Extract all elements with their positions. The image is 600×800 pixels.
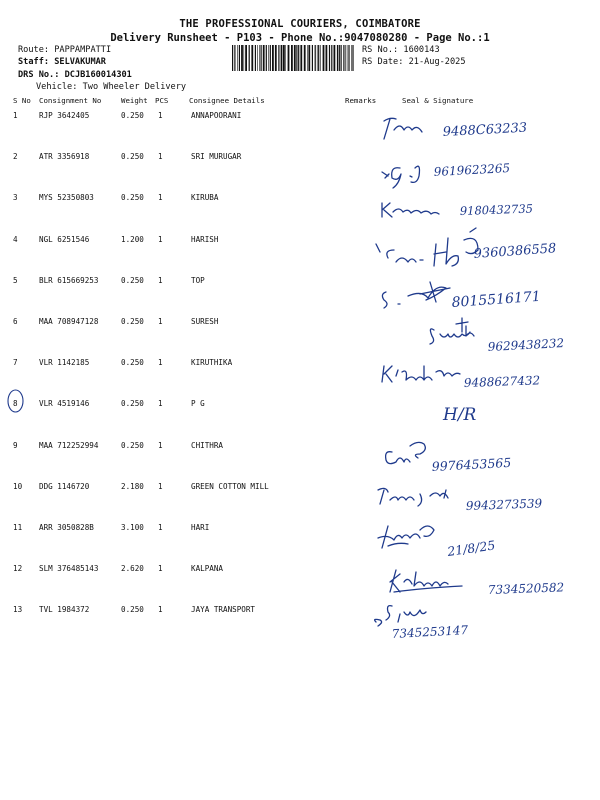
cell-consignment: RJP 3642405 — [39, 111, 90, 120]
cell-consignment: VLR 1142185 — [39, 358, 90, 368]
col-consignee: Consignee Details — [189, 96, 265, 105]
cell-sno: 7 — [13, 358, 18, 368]
rs-date-value: 21-Aug-2025 — [408, 57, 466, 67]
barcode-image — [232, 45, 354, 71]
signature-row-1 — [384, 118, 422, 139]
staff-line — [18, 57, 106, 67]
cell-consignee: TOP — [191, 275, 205, 285]
cell-weight: 0.250 — [121, 317, 144, 326]
handwritten-phone-13: 7345253147 — [391, 623, 469, 641]
signature-row-6 — [430, 318, 474, 344]
handwritten-phone-2: 9619623265 — [433, 161, 511, 179]
cell-weight: 0.250 — [121, 605, 144, 615]
cell-consignee: SURESH — [191, 317, 219, 326]
cell-consignee: KIRUTHIKA — [191, 358, 233, 368]
cell-consignee: HARI — [191, 523, 210, 532]
staff-value: SELVAKUMAR — [54, 57, 106, 67]
cell-pcs: 1 — [158, 605, 163, 615]
signature-row-10 — [378, 488, 448, 506]
cell-consignment: NGL 6251546 — [39, 234, 90, 244]
cell-pcs: 1 — [158, 399, 163, 409]
cell-consignee: P G — [191, 399, 205, 409]
col-remarks: Remarks — [345, 96, 377, 105]
handwritten-phone-10: 9943273539 — [465, 496, 543, 513]
cell-consignee: CHITHRA — [191, 440, 224, 450]
signature-row-12 — [390, 570, 462, 592]
vehicle-value: Two Wheeler Delivery — [82, 82, 187, 92]
cell-weight: 2.620 — [121, 564, 144, 574]
cell-consignment: ATR 3356918 — [39, 152, 90, 162]
vehicle-label: Vehicle: — [36, 82, 78, 92]
cell-pcs: 1 — [158, 111, 163, 120]
cell-consignee: HARISH — [191, 234, 219, 244]
cell-consignment: MAA 712252994 — [39, 440, 99, 450]
cell-sno: 2 — [13, 152, 18, 162]
cell-weight: 3.100 — [121, 523, 144, 532]
cell-pcs: 1 — [158, 440, 163, 450]
cell-consignment: MYS 52350803 — [39, 193, 94, 203]
cell-consignee: ANNAPOORANI — [191, 111, 242, 120]
handwritten-remark-8: H/R — [443, 405, 477, 425]
rs-no-value: 1600143 — [403, 45, 440, 55]
handwritten-date-11: 21/8/25 — [446, 537, 497, 559]
col-weight: Weight — [121, 96, 148, 105]
cell-sno: 1 — [13, 111, 18, 120]
cell-sno: 10 — [13, 481, 23, 491]
cell-weight: 0.250 — [121, 275, 144, 285]
cell-consignment: VLR 4519146 — [39, 399, 90, 409]
cell-sno: 8 — [13, 399, 18, 409]
cell-consignment: BLR 615669253 — [39, 275, 99, 285]
rs-date-label: RS Date: — [362, 57, 404, 67]
cell-weight: 2.180 — [121, 481, 144, 491]
cell-sno: 4 — [13, 234, 18, 244]
signature-row-3 — [382, 203, 439, 217]
rs-date-line — [362, 57, 466, 67]
col-consignment: Consignment No — [39, 96, 102, 105]
signature-row-4 — [376, 228, 478, 266]
handwritten-phone-7: 9488627432 — [463, 373, 541, 390]
cell-weight: 0.250 — [121, 152, 144, 162]
signature-row-2 — [382, 166, 420, 188]
cell-consignee: JAYA TRANSPORT — [191, 605, 256, 615]
route-line — [18, 45, 111, 55]
cell-consignment: TVL 1984372 — [39, 605, 90, 615]
handwritten-phone-5: 8015516171 — [451, 288, 542, 311]
handwritten-phone-3: 9180432735 — [459, 201, 534, 218]
rs-no-line — [362, 45, 440, 55]
cell-pcs: 1 — [158, 152, 163, 162]
signature-row-7 — [382, 366, 460, 382]
cell-weight: 0.250 — [121, 358, 144, 368]
cell-pcs: 1 — [158, 358, 163, 368]
route-value: PAPPAMPATTI — [54, 45, 112, 55]
drs-label: DRS No.: — [18, 70, 60, 80]
cell-pcs: 1 — [158, 481, 163, 491]
cell-consignee: SRI MURUGAR — [191, 152, 242, 162]
cell-sno: 11 — [13, 523, 23, 532]
drs-line — [18, 70, 132, 80]
cell-weight: 1.200 — [121, 234, 144, 244]
col-pcs: PCS — [155, 96, 169, 105]
route-label: Route: — [18, 45, 50, 55]
cell-weight: 0.250 — [121, 193, 144, 203]
cell-consignee: KALPANA — [191, 564, 224, 574]
cell-weight: 0.250 — [121, 111, 144, 120]
cell-consignment: DDG 1146720 — [39, 481, 90, 491]
signature-row-9 — [386, 442, 426, 463]
cell-sno: 3 — [13, 193, 18, 203]
handwritten-phone-6: 9629438232 — [487, 336, 565, 354]
company-title: THE PROFESSIONAL COURIERS, COIMBATORE — [179, 18, 421, 30]
cell-consignment: ARR 3050828B — [39, 523, 94, 532]
runsheet-subtitle: Delivery Runsheet - P103 - Phone No.:9047080280 - Page No.:1 — [110, 32, 490, 44]
cell-pcs: 1 — [158, 193, 163, 203]
col-seal: Seal & Signature — [402, 96, 474, 105]
signature-row-13 — [375, 606, 426, 626]
cell-pcs: 1 — [158, 275, 163, 285]
cell-sno: 12 — [13, 564, 23, 574]
cell-weight: 0.250 — [121, 440, 144, 450]
cell-weight: 0.250 — [121, 399, 144, 409]
cell-consignee: GREEN COTTON MILL — [191, 481, 269, 491]
cell-sno: 9 — [13, 440, 18, 450]
vehicle-line — [36, 82, 186, 92]
cell-sno: 13 — [13, 605, 23, 615]
handwritten-phone-4: 9360386558 — [473, 241, 557, 262]
cell-pcs: 1 — [158, 523, 163, 532]
cell-sno: 5 — [13, 275, 18, 285]
cell-sno: 6 — [13, 317, 18, 326]
cell-consignment: SLM 376485143 — [39, 564, 99, 574]
drs-value: DCJB160014301 — [64, 70, 132, 80]
rs-no-label: RS No.: — [362, 45, 399, 55]
cell-pcs: 1 — [158, 234, 163, 244]
staff-label: Staff: — [18, 57, 50, 67]
signature-row-5 — [382, 282, 450, 308]
cell-consignee: KIRUBA — [191, 193, 219, 203]
cell-pcs: 1 — [158, 564, 163, 574]
cell-consignment: MAA 708947128 — [39, 317, 99, 326]
col-sno: S No — [13, 96, 31, 105]
handwritten-phone-9: 9976453565 — [431, 454, 512, 474]
handwritten-phone-12: 7334520582 — [487, 580, 565, 597]
signature-row-11 — [378, 526, 434, 548]
cell-pcs: 1 — [158, 317, 163, 326]
handwritten-phone-1: 9488C63233 — [442, 120, 528, 140]
